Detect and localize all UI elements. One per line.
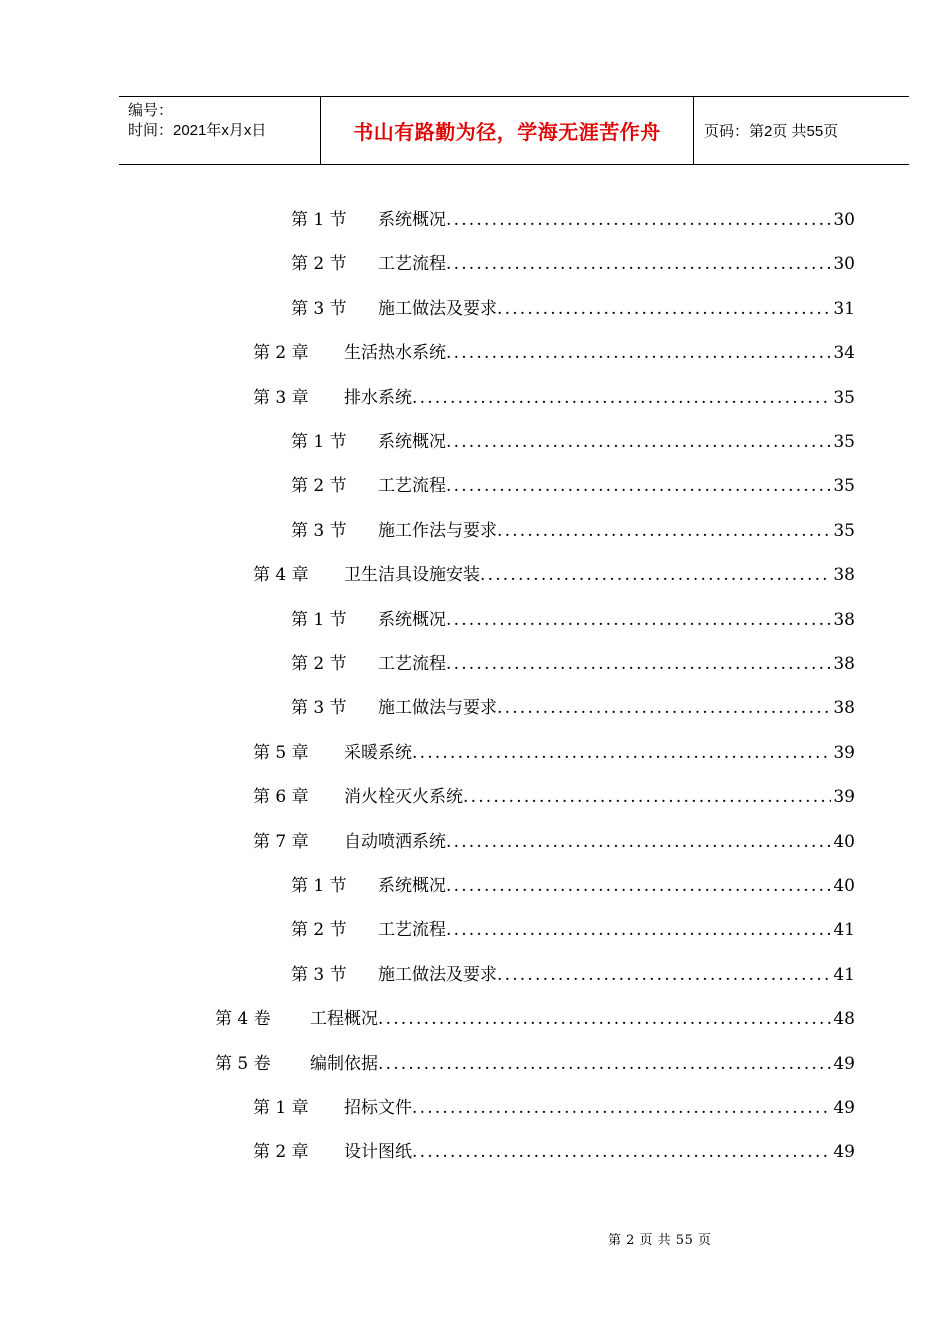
toc-entry-title: 卫生洁具设施安装	[344, 565, 480, 585]
toc-entry-title: 消火栓灭火系统	[344, 787, 463, 807]
toc-entry-page: 39	[833, 787, 855, 807]
toc-entry-title: 工程概况	[310, 1009, 378, 1029]
toc-entry-title: 系统概况	[378, 610, 446, 630]
toc-entry[interactable]	[253, 338, 855, 366]
toc-entry[interactable]	[253, 560, 855, 588]
toc-entry-title: 工艺流程	[378, 654, 446, 674]
toc-entry-title: 设计图纸	[344, 1142, 412, 1162]
toc-entry-page: 35	[833, 521, 855, 541]
toc-entry-title: 系统概况	[378, 876, 446, 896]
toc-entry-number: 第 5 章	[253, 743, 309, 763]
toc-entry-title: 施工做法及要求	[378, 965, 497, 985]
toc-entry[interactable]	[291, 294, 855, 322]
toc-dot-leader	[497, 299, 831, 319]
toc-dot-leader	[446, 920, 831, 940]
toc-entry-title: 工艺流程	[378, 920, 446, 940]
toc-entry-number: 第 3 章	[253, 388, 309, 408]
toc-entry[interactable]	[253, 738, 855, 766]
toc-dot-leader	[497, 965, 831, 985]
toc-entry[interactable]	[291, 915, 855, 943]
toc-entry[interactable]	[291, 960, 855, 988]
toc-entry-title: 生活热水系统	[344, 343, 446, 363]
toc-entry[interactable]	[291, 471, 855, 499]
toc-entry-number: 第 3 节	[291, 521, 347, 541]
toc-entry-title: 招标文件	[344, 1098, 412, 1118]
toc-entry-title: 排水系统	[344, 388, 412, 408]
toc-dot-leader	[463, 787, 831, 807]
toc-dot-leader	[446, 254, 831, 274]
toc-entry-page: 48	[833, 1009, 855, 1029]
toc-entry[interactable]	[215, 1049, 855, 1077]
toc-entry[interactable]	[291, 205, 855, 233]
toc-entry-number: 第 1 节	[291, 432, 347, 452]
toc-entry-page: 38	[833, 654, 855, 674]
toc-entry-number: 第 2 节	[291, 254, 347, 274]
toc-dot-leader	[412, 743, 831, 763]
toc-entry-page: 35	[833, 388, 855, 408]
toc-entry-page: 38	[833, 565, 855, 585]
toc-entry-title: 工艺流程	[378, 476, 446, 496]
toc-entry-title: 系统概况	[378, 432, 446, 452]
toc-dot-leader	[378, 1054, 831, 1074]
toc-dot-leader	[412, 388, 831, 408]
toc-entry[interactable]	[291, 649, 855, 677]
document-number-label: 编号：	[128, 102, 174, 119]
toc-entry-title: 编制依据	[310, 1054, 378, 1074]
toc-entry-number: 第 7 章	[253, 832, 309, 852]
toc-entry[interactable]	[253, 1137, 855, 1165]
toc-entry-page: 49	[833, 1098, 855, 1118]
toc-entry[interactable]	[253, 827, 855, 855]
toc-dot-leader	[446, 432, 831, 452]
toc-entry-page: 49	[833, 1142, 855, 1162]
toc-dot-leader	[446, 832, 831, 852]
toc-entry-page: 40	[833, 876, 855, 896]
toc-entry-number: 第 4 章	[253, 565, 309, 585]
toc-entry-title: 工艺流程	[378, 254, 446, 274]
header-slogan: 书山有路勤为径，学海无涯苦作舟	[321, 97, 694, 164]
toc-entry-number: 第 3 节	[291, 698, 347, 718]
toc-entry-page: 30	[833, 254, 855, 274]
toc-entry-page: 41	[833, 920, 855, 940]
toc-entry-title: 施工作法与要求	[378, 521, 497, 541]
toc-entry-number: 第 2 节	[291, 476, 347, 496]
toc-entry-title: 采暖系统	[344, 743, 412, 763]
toc-dot-leader	[497, 698, 831, 718]
toc-dot-leader	[480, 565, 831, 585]
document-time-label: 时间：2021年x月x日	[128, 122, 267, 139]
toc-entry-number: 第 1 节	[291, 610, 347, 630]
toc-entry-page: 49	[833, 1054, 855, 1074]
toc-entry-number: 第 2 节	[291, 654, 347, 674]
toc-entry-page: 35	[833, 432, 855, 452]
toc-entry-page: 31	[833, 299, 855, 319]
toc-entry-page: 40	[833, 832, 855, 852]
toc-dot-leader	[446, 210, 831, 230]
toc-entry-page: 35	[833, 476, 855, 496]
toc-dot-leader	[412, 1142, 831, 1162]
toc-entry-number: 第 1 节	[291, 876, 347, 896]
toc-entry-page: 41	[833, 965, 855, 985]
toc-entry[interactable]	[253, 383, 855, 411]
toc-dot-leader	[446, 476, 831, 496]
toc-entry[interactable]	[253, 1093, 855, 1121]
toc-entry-number: 第 3 节	[291, 965, 347, 985]
header-page-label: 页码：第2页 共55页	[704, 123, 839, 140]
toc-entry-number: 第 5 卷	[215, 1054, 271, 1074]
toc-dot-leader	[446, 610, 831, 630]
footer-page-number: 第 2 页 共 55 页	[608, 1233, 712, 1248]
toc-entry[interactable]	[291, 605, 855, 633]
toc-entry[interactable]	[291, 427, 855, 455]
toc-entry-title: 施工做法与要求	[378, 698, 497, 718]
toc-entry-title: 系统概况	[378, 210, 446, 230]
toc-entry-number: 第 2 节	[291, 920, 347, 940]
toc-entry[interactable]	[253, 782, 855, 810]
toc-entry[interactable]	[291, 249, 855, 277]
toc-dot-leader	[412, 1098, 831, 1118]
toc-entry-page: 38	[833, 610, 855, 630]
toc-dot-leader	[446, 876, 831, 896]
toc-entry-page: 34	[833, 343, 855, 363]
toc-entry[interactable]	[291, 693, 855, 721]
toc-entry-number: 第 1 章	[253, 1098, 309, 1118]
toc-entry-title: 自动喷洒系统	[344, 832, 446, 852]
toc-dot-leader	[446, 343, 831, 363]
toc-entry-title: 施工做法及要求	[378, 299, 497, 319]
toc-dot-leader	[378, 1009, 831, 1029]
toc-dot-leader	[497, 521, 831, 541]
toc-entry-number: 第 2 章	[253, 343, 309, 363]
page-header	[119, 96, 909, 165]
toc-dot-leader	[446, 654, 831, 674]
toc-entry-number: 第 3 节	[291, 299, 347, 319]
toc-entry-page: 30	[833, 210, 855, 230]
header-meta	[119, 97, 321, 164]
toc-entry-number: 第 6 章	[253, 787, 309, 807]
toc-entry-number: 第 4 卷	[215, 1009, 271, 1029]
toc-entry-page: 39	[833, 743, 855, 763]
toc-entry[interactable]	[215, 1004, 855, 1032]
toc-entry-page: 38	[833, 698, 855, 718]
toc-entry-number: 第 1 节	[291, 210, 347, 230]
toc-entry[interactable]	[291, 516, 855, 544]
toc-entry[interactable]	[291, 871, 855, 899]
toc-entry-number: 第 2 章	[253, 1142, 309, 1162]
